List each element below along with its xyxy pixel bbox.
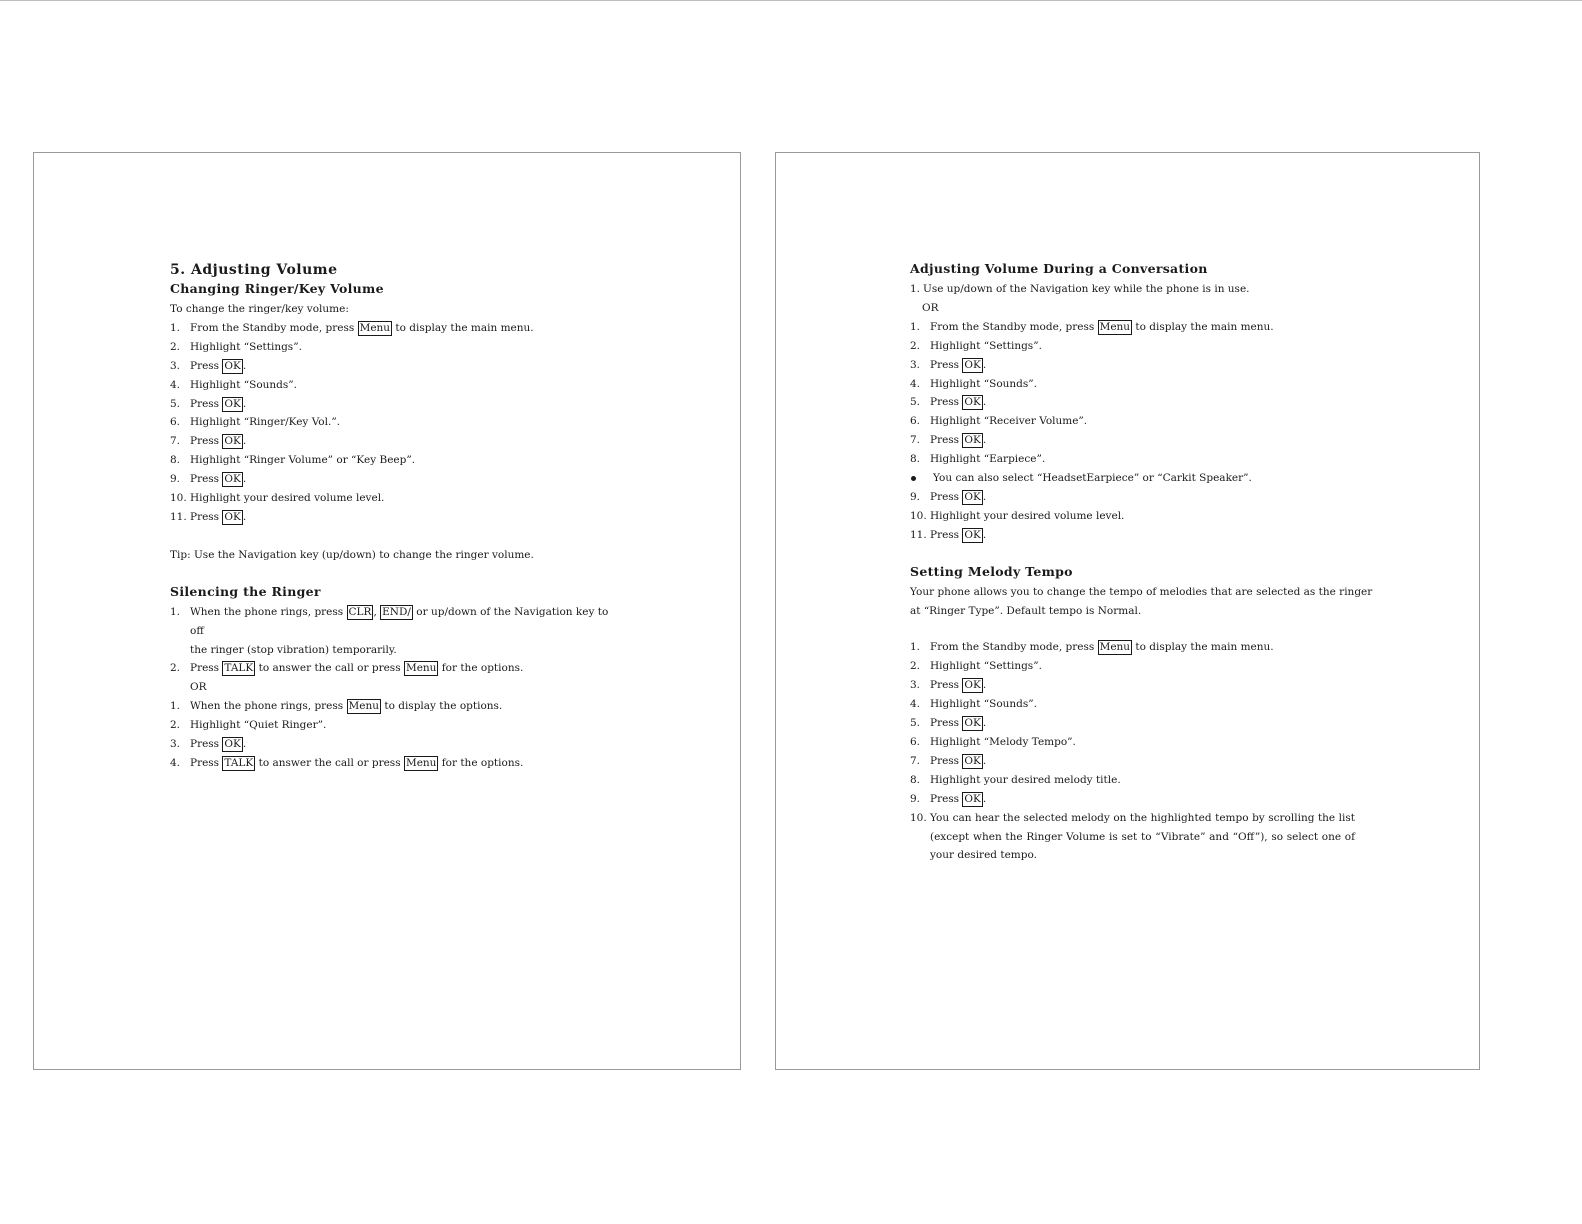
list-item — [170, 697, 620, 716]
ok-key-label: OK — [964, 490, 981, 503]
left-page — [33, 152, 741, 1070]
list-item — [170, 338, 620, 357]
step-text: Press OK . — [930, 490, 987, 503]
step-text: From the Standby mode, press Menu to display the main menu. — [190, 321, 534, 334]
step-text: Highlight “Ringer/Key Vol.”. — [190, 416, 341, 429]
step-number: 5. — [170, 397, 181, 410]
or-separator: OR — [190, 681, 207, 694]
list-item — [170, 489, 620, 508]
bullet-dot — [910, 469, 930, 488]
list-item — [170, 508, 620, 527]
step-number: 11. — [910, 528, 927, 541]
top-rule — [0, 0, 1582, 1]
step-text: Highlight your desired volume level. — [930, 509, 1125, 522]
step-text: Highlight “Quiet Ringer”. — [190, 719, 327, 732]
conversation-heading: Adjusting Volume During a Conversation — [910, 261, 1208, 276]
step-text: Highlight “Settings”. — [930, 660, 1042, 673]
step-text: Highlight “Settings”. — [930, 339, 1042, 352]
step-text: Highlight “Settings”. — [190, 340, 302, 353]
ok-key-label: OK — [964, 528, 981, 541]
step-number: 7. — [910, 434, 921, 447]
step-text: Press OK . — [930, 679, 987, 692]
ok-key-label: OK — [224, 435, 241, 448]
list-item — [910, 393, 1355, 412]
step-number: 2. — [170, 662, 181, 675]
right-page-content — [910, 261, 1373, 865]
ok-key-label: OK — [964, 396, 981, 409]
step-number: 2. — [910, 339, 921, 352]
menu-key-label: Menu — [348, 700, 380, 713]
step-text: Press TALK to answer the call or press Menu for the options. — [190, 756, 524, 769]
ok-key-label: OK — [224, 359, 241, 372]
step-text: You can hear the selected melody on the highlighted tempo by scrolling the list (except when the Ringer Volume is set to “Vibrate” and “Off”), so select one of your desired tempo. — [930, 811, 1355, 862]
list-item — [910, 318, 1355, 337]
list-item — [910, 280, 1355, 299]
list-item — [170, 319, 620, 338]
ok-key-label: OK — [964, 679, 981, 692]
list-item — [910, 790, 1355, 809]
spacer — [170, 527, 620, 546]
list-item — [910, 752, 1355, 771]
step-text: From the Standby mode, press Menu to display the main menu. — [930, 320, 1274, 333]
step-number: 8. — [910, 453, 921, 466]
step-text: Press OK . — [190, 510, 247, 523]
step-text: Highlight “Earpiece”. — [930, 453, 1046, 466]
list-item — [910, 412, 1355, 431]
step-text: Press OK . — [930, 358, 987, 371]
list-item — [170, 603, 620, 641]
list-item — [910, 375, 1355, 394]
list-item — [910, 638, 1355, 657]
ok-key-label: OK — [224, 397, 241, 410]
step-number: 1. — [170, 605, 181, 618]
step-text: Press OK . — [930, 396, 987, 409]
clr-key-label: CLR — [348, 605, 372, 618]
step-text: Press OK . — [190, 435, 247, 448]
step-continuation: the ringer (stop vibration) temporarily. — [190, 643, 397, 656]
step-number: 10. — [910, 509, 927, 522]
end-key-label: END/ — [382, 605, 411, 618]
ringer-key-intro: To change the ringer/key volume: — [170, 303, 349, 315]
list-item — [170, 432, 620, 451]
silencing-heading: Silencing the Ringer — [170, 583, 321, 599]
tempo-intro-line-2: at “Ringer Type”. Default tempo is Normal. — [910, 604, 1142, 617]
list-item — [910, 657, 1355, 676]
tip-text: Tip: Use the Navigation key (up/down) to change the ringer volume. — [170, 548, 534, 561]
list-item — [170, 376, 620, 395]
tempo-steps — [910, 638, 1355, 808]
menu-key-label: Menu — [405, 662, 437, 675]
ok-key-label: OK — [964, 717, 981, 730]
step-text: Highlight “Melody Tempo”. — [930, 735, 1076, 748]
step-number: 9. — [910, 792, 921, 805]
step-number: 4. — [910, 698, 921, 711]
ringer-key-steps — [170, 319, 620, 527]
step-number: 9. — [910, 490, 921, 503]
step-number: 3. — [910, 358, 921, 371]
bullet-text: You can also select “HeadsetEarpiece” or “Carkit Speaker”. — [933, 472, 1252, 485]
step-text: Press OK . — [190, 473, 247, 486]
list-item — [910, 695, 1355, 714]
step-text: Press OK . — [190, 397, 247, 410]
step-text: Highlight “Sounds”. — [190, 378, 297, 391]
step-text: Highlight “Ringer Volume” or “Key Beep”. — [190, 454, 416, 467]
right-page — [775, 152, 1480, 1070]
conversation-steps — [910, 318, 1355, 469]
bullet-item — [910, 469, 1355, 488]
step-number: 7. — [910, 754, 921, 767]
step-text: Highlight “Sounds”. — [930, 377, 1037, 390]
list-item — [910, 488, 1355, 507]
step-number: 3. — [910, 679, 921, 692]
silencing-alt-steps — [170, 697, 620, 754]
step-number: 7. — [170, 435, 181, 448]
step-text: Press TALK to answer the call or press Menu for the options. — [190, 662, 524, 675]
step-number: 4. — [910, 377, 921, 390]
list-item — [910, 507, 1355, 526]
step-number: 2. — [170, 340, 181, 353]
step-number: 8. — [910, 773, 921, 786]
step-text: From the Standby mode, press Menu to display the main menu. — [930, 641, 1274, 654]
section-title: 5. Adjusting Volume — [170, 262, 338, 278]
tempo-heading: Setting Melody Tempo — [910, 563, 1073, 579]
step-number: 1. — [170, 321, 181, 334]
step-text: When the phone rings, press Menu to display the options. — [190, 700, 503, 713]
list-item — [170, 754, 620, 773]
list-item — [910, 733, 1355, 752]
step-text: Highlight “Receiver Volume”. — [930, 415, 1088, 428]
step-number: 8. — [170, 454, 181, 467]
menu-key-label: Menu — [405, 756, 437, 769]
menu-key-label: Menu — [1099, 320, 1131, 333]
or-separator: OR — [922, 301, 939, 314]
step-text: Press OK . — [930, 434, 987, 447]
step-number: 10. — [910, 811, 927, 824]
step-number: 6. — [910, 735, 921, 748]
spacer — [170, 565, 620, 584]
step-text: Press OK . — [930, 717, 987, 730]
step-text: Press OK . — [190, 359, 247, 372]
talk-key-label: TALK — [224, 756, 254, 769]
step-text: Press OK . — [930, 754, 987, 767]
list-item — [910, 450, 1355, 469]
step-number: 1. — [910, 320, 921, 333]
talk-key-label: TALK — [224, 662, 254, 675]
list-item — [910, 431, 1355, 450]
list-item — [910, 771, 1355, 790]
step-number: 5. — [910, 396, 921, 409]
step-number: 6. — [170, 416, 181, 429]
conversation-steps-continued — [910, 488, 1355, 545]
step-number: 4. — [170, 756, 181, 769]
ok-key-label: OK — [964, 434, 981, 447]
list-item — [910, 809, 1355, 866]
step-number: 3. — [170, 738, 181, 751]
list-item — [170, 451, 620, 470]
menu-key-label: Menu — [1099, 641, 1131, 654]
step-number: 11. — [170, 510, 187, 523]
ok-key-label: OK — [224, 510, 241, 523]
step-number: 5. — [910, 717, 921, 730]
step-number: 9. — [170, 473, 181, 486]
tempo-intro-line-1: Your phone allows you to change the tempo of melodies that are selected as the ringer — [910, 585, 1373, 598]
list-item — [910, 526, 1355, 545]
step-number: 2. — [910, 660, 921, 673]
ok-key-label: OK — [224, 738, 241, 751]
spacer — [910, 545, 1355, 564]
spacer — [910, 620, 1355, 638]
ok-key-label: OK — [224, 473, 241, 486]
ok-key-label: OK — [964, 358, 981, 371]
list-item — [910, 676, 1355, 695]
step-text: When the phone rings, press CLR , END/ or up/down of the Navigation key to off — [190, 605, 609, 637]
step-number: 1. — [910, 641, 921, 654]
step-number: 6. — [910, 415, 921, 428]
step-number: 1. — [910, 283, 921, 295]
list-item — [910, 356, 1355, 375]
list-item — [910, 337, 1355, 356]
left-page-content — [170, 261, 620, 773]
ok-key-label: OK — [964, 754, 981, 767]
step-text: Highlight your desired volume level. — [190, 492, 385, 505]
step-number: 10. — [170, 492, 187, 505]
list-item — [170, 659, 620, 678]
list-item — [170, 470, 620, 489]
list-item — [910, 714, 1355, 733]
step-number: 1. — [170, 700, 181, 713]
list-item — [170, 357, 620, 376]
step-number: 2. — [170, 719, 181, 732]
ok-key-label: OK — [964, 792, 981, 805]
list-item — [170, 413, 620, 432]
step-number: 4. — [170, 378, 181, 391]
step-text: Press OK . — [930, 528, 987, 541]
step-text: Press OK . — [930, 792, 987, 805]
ringer-key-heading: Changing Ringer/Key Volume — [170, 281, 384, 296]
menu-key-label: Menu — [359, 321, 391, 334]
step-number: 3. — [170, 359, 181, 372]
step-text: Highlight your desired melody title. — [930, 773, 1121, 786]
list-item — [170, 395, 620, 414]
step-text: Highlight “Sounds”. — [930, 698, 1037, 711]
step-text: Use up/down of the Navigation key while the phone is in use. — [923, 283, 1250, 295]
step-text: Press OK . — [190, 738, 247, 751]
list-item — [170, 735, 620, 754]
list-item — [170, 716, 620, 735]
